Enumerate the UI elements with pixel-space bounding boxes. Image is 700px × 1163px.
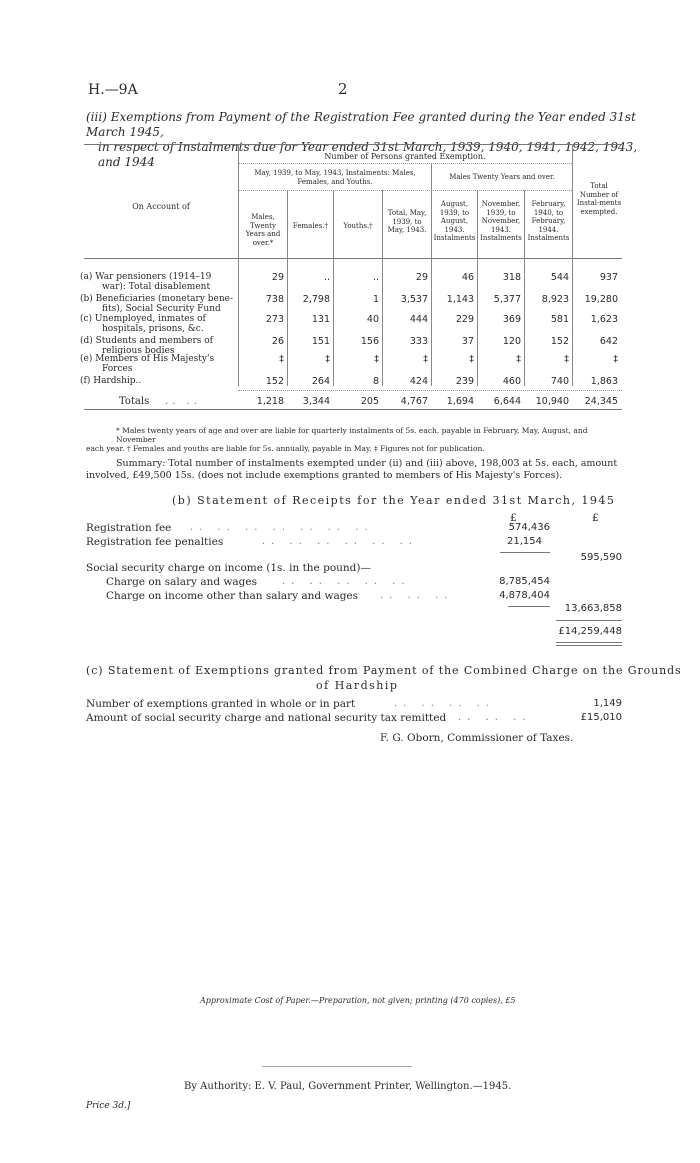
totals-leader: .. .. (165, 396, 201, 407)
leader: .. .. .. .. .. .. .. (190, 522, 374, 533)
table-cell: 239 (455, 376, 474, 387)
exemptions-heading-line2: of Hardship (316, 679, 399, 692)
total-rule (556, 620, 622, 621)
totals-rule (238, 390, 622, 391)
total-cell: 4,767 (400, 396, 428, 407)
receipt-registration-fee: Registration fee (86, 522, 172, 534)
currency-col2: £ (592, 512, 599, 524)
table-cell: 738 (265, 294, 284, 305)
table-cell: 151 (311, 336, 330, 347)
table-cell: ‡ (374, 354, 379, 365)
table-cell: 369 (502, 314, 521, 325)
footnote-line2: each year. † Females and youths are liable for 5s. annually, payable in May. ‡ Figures not for publication. (86, 444, 485, 453)
header-group2: Males Twenty Years and over. (449, 173, 555, 181)
price: Price 3d.] (86, 1101, 131, 1111)
signature: F. G. Oborn, Commissioner of Taxes. (380, 732, 574, 744)
table-cell: 26 (271, 336, 284, 347)
table-cell: 3,537 (400, 294, 428, 305)
total-cell: 24,345 (584, 396, 618, 407)
header-divider (238, 190, 572, 191)
table-cell: 2,798 (302, 294, 330, 305)
table-cell: 273 (265, 314, 284, 325)
cost-note: Approximate Cost of Paper.—Preparation, not given; printing (470 copies), £5 (200, 996, 516, 1005)
amount-ssc-salary: 8,785,454 (499, 576, 550, 587)
receipts-heading: (b) Statement of Receipts for the Year ended 31st March, 1945 (172, 494, 616, 507)
table-top-rule (84, 144, 622, 145)
col-header-august: August, 1939, to August, 1943. Instalments (433, 200, 476, 242)
table-cell: ‡ (469, 354, 474, 365)
col-header-february: February, 1940, to February, 1944. Instalments (527, 200, 570, 242)
table-title-line2: in respect of Instalments due for Year ended 31st March, 1939, 1940, 1941, 1942, 1943, and 1944 (98, 140, 638, 169)
col-divider (382, 190, 383, 386)
col-divider (238, 144, 239, 386)
table-cell: ‡ (516, 354, 521, 365)
header-account: On Account of (132, 202, 190, 211)
ssc-label: Social security charge on income (1s. in the pound)— (86, 562, 371, 574)
table-cell: 229 (455, 314, 474, 325)
exemptions-number-value: 1,149 (593, 698, 622, 709)
col-header-females: Females.† (292, 222, 329, 230)
total-cell: 205 (360, 396, 379, 407)
header-top: Number of Persons granted Exemption. (324, 152, 486, 161)
table-cell: 1 (372, 294, 379, 305)
col-header-males: Males, Twenty Years and over.* (245, 213, 281, 247)
footnote (86, 426, 626, 453)
table-cell: 156 (360, 336, 379, 347)
table-cell: 264 (311, 376, 330, 387)
table-cell: 19,280 (584, 294, 618, 305)
table-cell: 152 (265, 376, 284, 387)
table-cell: 544 (550, 272, 569, 283)
row-label-f: (f) Hardship.. (80, 376, 142, 386)
table-cell: 642 (599, 336, 618, 347)
leader: .. .. .. (458, 712, 532, 723)
table-cell: ‡ (564, 354, 569, 365)
exemptions-amount-value: £15,010 (580, 712, 622, 723)
header-divider (238, 163, 572, 164)
ssc-salary: Charge on salary and wages (106, 576, 257, 588)
footer-rule (262, 1066, 412, 1067)
table-cell: 8,923 (541, 294, 569, 305)
table-cell: 444 (409, 314, 428, 325)
currency-col1: £ (510, 512, 517, 524)
total-cell: 1,218 (256, 396, 284, 407)
page-number: 2 (338, 80, 348, 98)
amount-ssc-other: 4,878,404 (499, 590, 550, 601)
total-cell: 3,344 (302, 396, 330, 407)
total-double-rule (556, 642, 622, 643)
table-cell: 152 (550, 336, 569, 347)
row-label-b: (b) Beneficiaries (monetary bene- fits), Social Security Fund (80, 294, 234, 314)
col-header-november: November, 1939, to November, 1943. Instalments (480, 200, 522, 242)
document-code: H.—9A (88, 82, 138, 98)
receipts-subtotal1: 595,590 (580, 552, 622, 563)
table-cell: 131 (311, 314, 330, 325)
table-cell: 937 (599, 272, 618, 283)
table-cell: ‡ (613, 354, 618, 365)
col-divider (333, 190, 334, 386)
table-title (86, 110, 646, 170)
total-cell: 10,940 (535, 396, 569, 407)
leader: .. .. .. .. .. .. (262, 536, 419, 547)
table-cell: 29 (415, 272, 428, 283)
table-cell: 120 (502, 336, 521, 347)
row-label-a: (a) War pensioners (1914–19 war): Total disablement (80, 272, 212, 292)
total-double-rule (556, 645, 622, 646)
table-cell: 740 (550, 376, 569, 387)
row-label-d: (d) Students and members of religious bodies (80, 336, 214, 356)
table-cell: .. (372, 272, 379, 283)
table-cell: 29 (271, 272, 284, 283)
table-cell: 1,863 (590, 376, 618, 387)
receipt-registration-penalties: Registration fee penalties (86, 536, 224, 548)
table-cell: .. (323, 272, 330, 283)
col-divider (572, 144, 573, 386)
col-divider (477, 190, 478, 386)
table-cell: 8 (372, 376, 379, 387)
exemptions-heading-line1: (c) Statement of Exemptions granted from Payment of the Combined Charge on the Grounds (86, 664, 682, 677)
summary (86, 458, 626, 482)
table-cell: 1,623 (590, 314, 618, 325)
leader: .. .. .. .. .. (282, 576, 411, 587)
footnote-line1: * Males twenty years of age and over are liable for quarterly instalments of 5s. each, payable in February, May, August, and November (116, 426, 588, 444)
table-cell: 37 (461, 336, 474, 347)
col-divider (524, 190, 525, 386)
table-title-line1: (iii) Exemptions from Payment of the Registration Fee granted during the Year ended 31st March 1945, (86, 110, 636, 139)
table-cell: ‡ (325, 354, 330, 365)
table-cell: 5,377 (493, 294, 521, 305)
table-cell: 46 (461, 272, 474, 283)
table-cell: 333 (409, 336, 428, 347)
header-group1: May, 1939, to May, 1943, Instalments: Males, Females, and Youths. (254, 169, 416, 186)
col-divider (431, 163, 432, 386)
receipts-subtotal2: 13,663,858 (564, 603, 622, 614)
total-cell: 1,694 (446, 396, 474, 407)
table-cell: 40 (366, 314, 379, 325)
table-cell: 460 (502, 376, 521, 387)
total-cell: 6,644 (493, 396, 521, 407)
header-total: Total Number of Instal-ments exempted. (576, 182, 622, 216)
leader: .. .. .. (380, 590, 454, 601)
col-header-youths: Youths.† (343, 222, 373, 230)
exemptions-amount-label: Amount of social security charge and national security tax remitted (86, 712, 447, 724)
amount-registration-penalties: 21,154 (507, 536, 542, 547)
amount-registration-fee: 574,436 (508, 522, 550, 533)
table-cell: 318 (502, 272, 521, 283)
summary-line1: Summary: Total number of instalments exempted under (ii) and (iii) above, 198,003 at 5s. each, amount (116, 458, 618, 469)
table-header-rule (84, 258, 622, 259)
row-label-e: (e) Members of His Majesty's Forces (80, 354, 215, 374)
exemptions-number-label: Number of exemptions granted in whole or in part (86, 698, 356, 710)
table-cell: 581 (550, 314, 569, 325)
table-bottom-rule (84, 409, 622, 410)
leader: .. .. .. .. (394, 698, 495, 709)
table-cell: ‡ (279, 354, 284, 365)
receipts-grand-total: £14,259,448 (558, 626, 622, 637)
row-label-c: (c) Unemployed, inmates of hospitals, prisons, &c. (80, 314, 206, 334)
authority-line: By Authority: E. V. Paul, Government Printer, Wellington.—1945. (184, 1081, 512, 1092)
summary-line2: involved, £49,500 15s. (does not include exemptions granted to members of His Majesty's Forces). (86, 470, 563, 481)
table-cell: ‡ (423, 354, 428, 365)
col-header-total: Total, May, 1939, to May, 1943. (387, 209, 427, 234)
table-cell: 424 (409, 376, 428, 387)
col-divider (287, 190, 288, 386)
totals-label: Totals (119, 396, 150, 407)
ssc-other: Charge on income other than salary and wages (106, 590, 359, 602)
table-cell: 1,143 (446, 294, 474, 305)
